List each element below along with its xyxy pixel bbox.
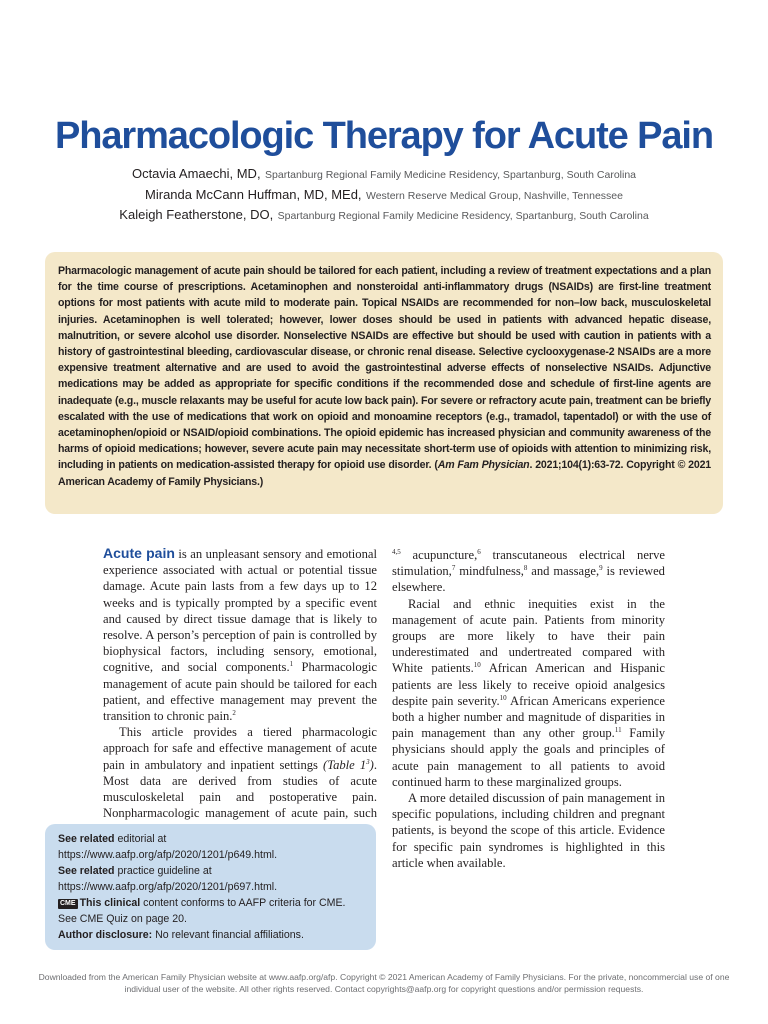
body-paragraph (392, 596, 665, 790)
body-text: mindfulness, (455, 564, 524, 579)
related-editorial: See related editorial at https://www.aafp.org/afp/2020/1201/p649.html. (58, 833, 278, 861)
author-entry (0, 185, 768, 206)
body-text: Racial and ethnic inequities exist in the management of acute pain. Patients from minority groups are more likely to have their pain underestimated and undertreated compared with White patients. (392, 596, 665, 676)
author-entry (0, 205, 768, 226)
author-list (0, 164, 768, 226)
body-paragraph (103, 545, 377, 724)
body-column-left (103, 545, 377, 838)
body-text: acupuncture, (400, 548, 478, 562)
body-text: Pharmacologic management of acute pain should be tailored for each patient, and effective management may prevent the transition to chronic pain. (103, 660, 378, 724)
reference-marker: 7 (451, 564, 456, 573)
cme-icon: CME (60, 900, 76, 907)
author-affiliation: Spartanburg Regional Family Medicine Residency, Spartanburg, South Carolina (265, 169, 637, 181)
abstract-box (45, 252, 723, 514)
reference-marker: 10 (499, 693, 507, 702)
author-affiliation: Western Reserve Medical Group, Nashville, Tennessee (365, 189, 623, 202)
cme-note: CME This clinical content conforms to AAFP criteria for CME. See CME Quiz on page 20. (58, 897, 346, 925)
related-info-box (45, 824, 376, 950)
reference-marker: 2 (232, 709, 236, 718)
author-name: Miranda McCann Huffman, MD, MEd, (145, 186, 362, 202)
abstract-body: Pharmacologic management of acute pain should be tailored for each patient, including a review of treatment expectations and a plan for the time course of prescriptions. Acetaminophen and nonsteroidal anti-inflammatory drugs (NSAIDs) are first-line treatment options for most patients with acute mild to moderate pain. Topical NSAIDs are recommended for non–low back, musculoskeletal injuries. Acetaminophen is well tolerated; however, lower doses should be used in patients with advanced hepatic disease, malnutrition, or severe alcohol use disorder. Nonselective NSAIDs are effective but should be used with caution in patients with a history of gastrointestinal bleeding, cardiovascular disease, or chronic renal disease. Selective cyclooxygenase-2 NSAIDs are a more expensive treatment alternative and are used to avoid the gastrointestinal adverse effects of nonselective NSAIDs. Adjunctive medications may be added as appropriate for specific conditions if the recommended dose and schedule of first-line agents are inadequate (e.g., muscle relaxants may be useful for acute low back pain). For severe or refractory acute pain, treatment can be briefly escalated with the use of medications that work on opioid and monoamine receptors (e.g., tramadol, tapentadol) or with the use of acetaminophen/opioid or NSAID/opioid combinations. The opioid epidemic has increased physician and community awareness of the harms of opioid medications; however, severe acute pain may necessitate short-term use of opioids with attention to minimizing risk, including in patients on medication-assisted therapy for opioid use disorder. ( (58, 265, 711, 472)
abstract-citation: . 2021;104(1):63-72. Copyright © 2021 American Academy of Family Physicians.) (58, 459, 711, 488)
body-text: is reviewed elsewhere. (392, 564, 665, 595)
reference-marker: 9 (599, 564, 603, 573)
reference-marker: 11 (614, 726, 622, 735)
table-reference[interactable]: (Table $1^3$) (323, 757, 374, 772)
body-text: African American and Hispanic patients are less likely to receive opioid analgesics despite pain severity. (392, 661, 665, 708)
body-paragraph: A more detailed discussion of pain management in specific populations, including children and pregnant patients, is beyond the scope of this article. Evidence for specific pain syndromes is highlighted in this article when available. (392, 791, 665, 870)
body-text: and massage, (527, 564, 600, 579)
abstract-text (58, 263, 711, 490)
reference-marker: 1 (289, 660, 294, 669)
page-title: Pharmacologic Therapy for Acute Pain (55, 115, 713, 157)
author-entry (0, 164, 768, 185)
reference-marker: 3 (366, 757, 370, 766)
body-text: is an unpleasant sensory and emotional experience associated with actual or potential tissue damage. Acute pain lasts from a few days up to 12 weeks and is typically prompted by a specific event and caused by direct tissue damage that is likely to resolve. A person’s perception of pain is controlled by biophysical factors, including sensory, emotional, cognitive, and social components. (103, 547, 377, 675)
reference-marker: 8 (523, 564, 528, 573)
body-text: This article provides a tiered pharmacologic approach for safe and effective management of acute pain in ambulatory and inpatient settings (103, 725, 377, 772)
reference-marker: 4,5 (392, 548, 401, 556)
author-affiliation: Spartanburg Regional Family Medicine Residency, Spartanburg, South Carolina (277, 210, 649, 222)
abstract-journal: Am Fam Physician (437, 459, 530, 472)
copyright-footer: Downloaded from the American Family Physician website at www.aafp.org/afp. Copyright © 2021 American Academy of Family Physicians. For the private, noncommercial use of one individual user of the website. All other rights reserved. Contact copyrights@aafp.org for copyright questions and/or permission requests. (38, 972, 730, 994)
body-text: African Americans experience both a higher number and magnitude of disparities in pain management than any other group. (392, 693, 665, 741)
reference-marker: 6 (477, 548, 481, 556)
body-text: . Most data are derived from studies of acute musculoskeletal pain and postoperative pain. Nonpharmacologic management of acute pain, such (103, 757, 377, 821)
body-paragraph (103, 724, 377, 837)
related-guideline-link[interactable]: practice guideline at https://www.aafp.org/afp/2020/1201/p697.html. (58, 865, 278, 893)
author-disclosure: Author disclosure: No relevant financial affiliations. (58, 929, 304, 941)
lead-term: Acute pain (103, 545, 175, 561)
body-column-right (392, 547, 665, 871)
body-text: Family physicians should apply the goals and principles of acute pain management to all patients to avoid continued harm to these marginalized groups. (392, 726, 665, 789)
body-paragraph (392, 547, 665, 596)
author-name: Octavia Amaechi, MD, (131, 166, 261, 181)
author-name: Kaleigh Featherstone, DO, (119, 207, 274, 222)
reference-marker: 10 (473, 661, 481, 670)
related-guideline: See related practice guideline at https://www.aafp.org/afp/2020/1201/p697.html. (58, 865, 278, 893)
body-text: transcutaneous electrical nerve stimulation, (392, 548, 665, 579)
related-editorial-link[interactable]: editorial at https://www.aafp.org/afp/2020/1201/p649.html. (58, 833, 278, 861)
